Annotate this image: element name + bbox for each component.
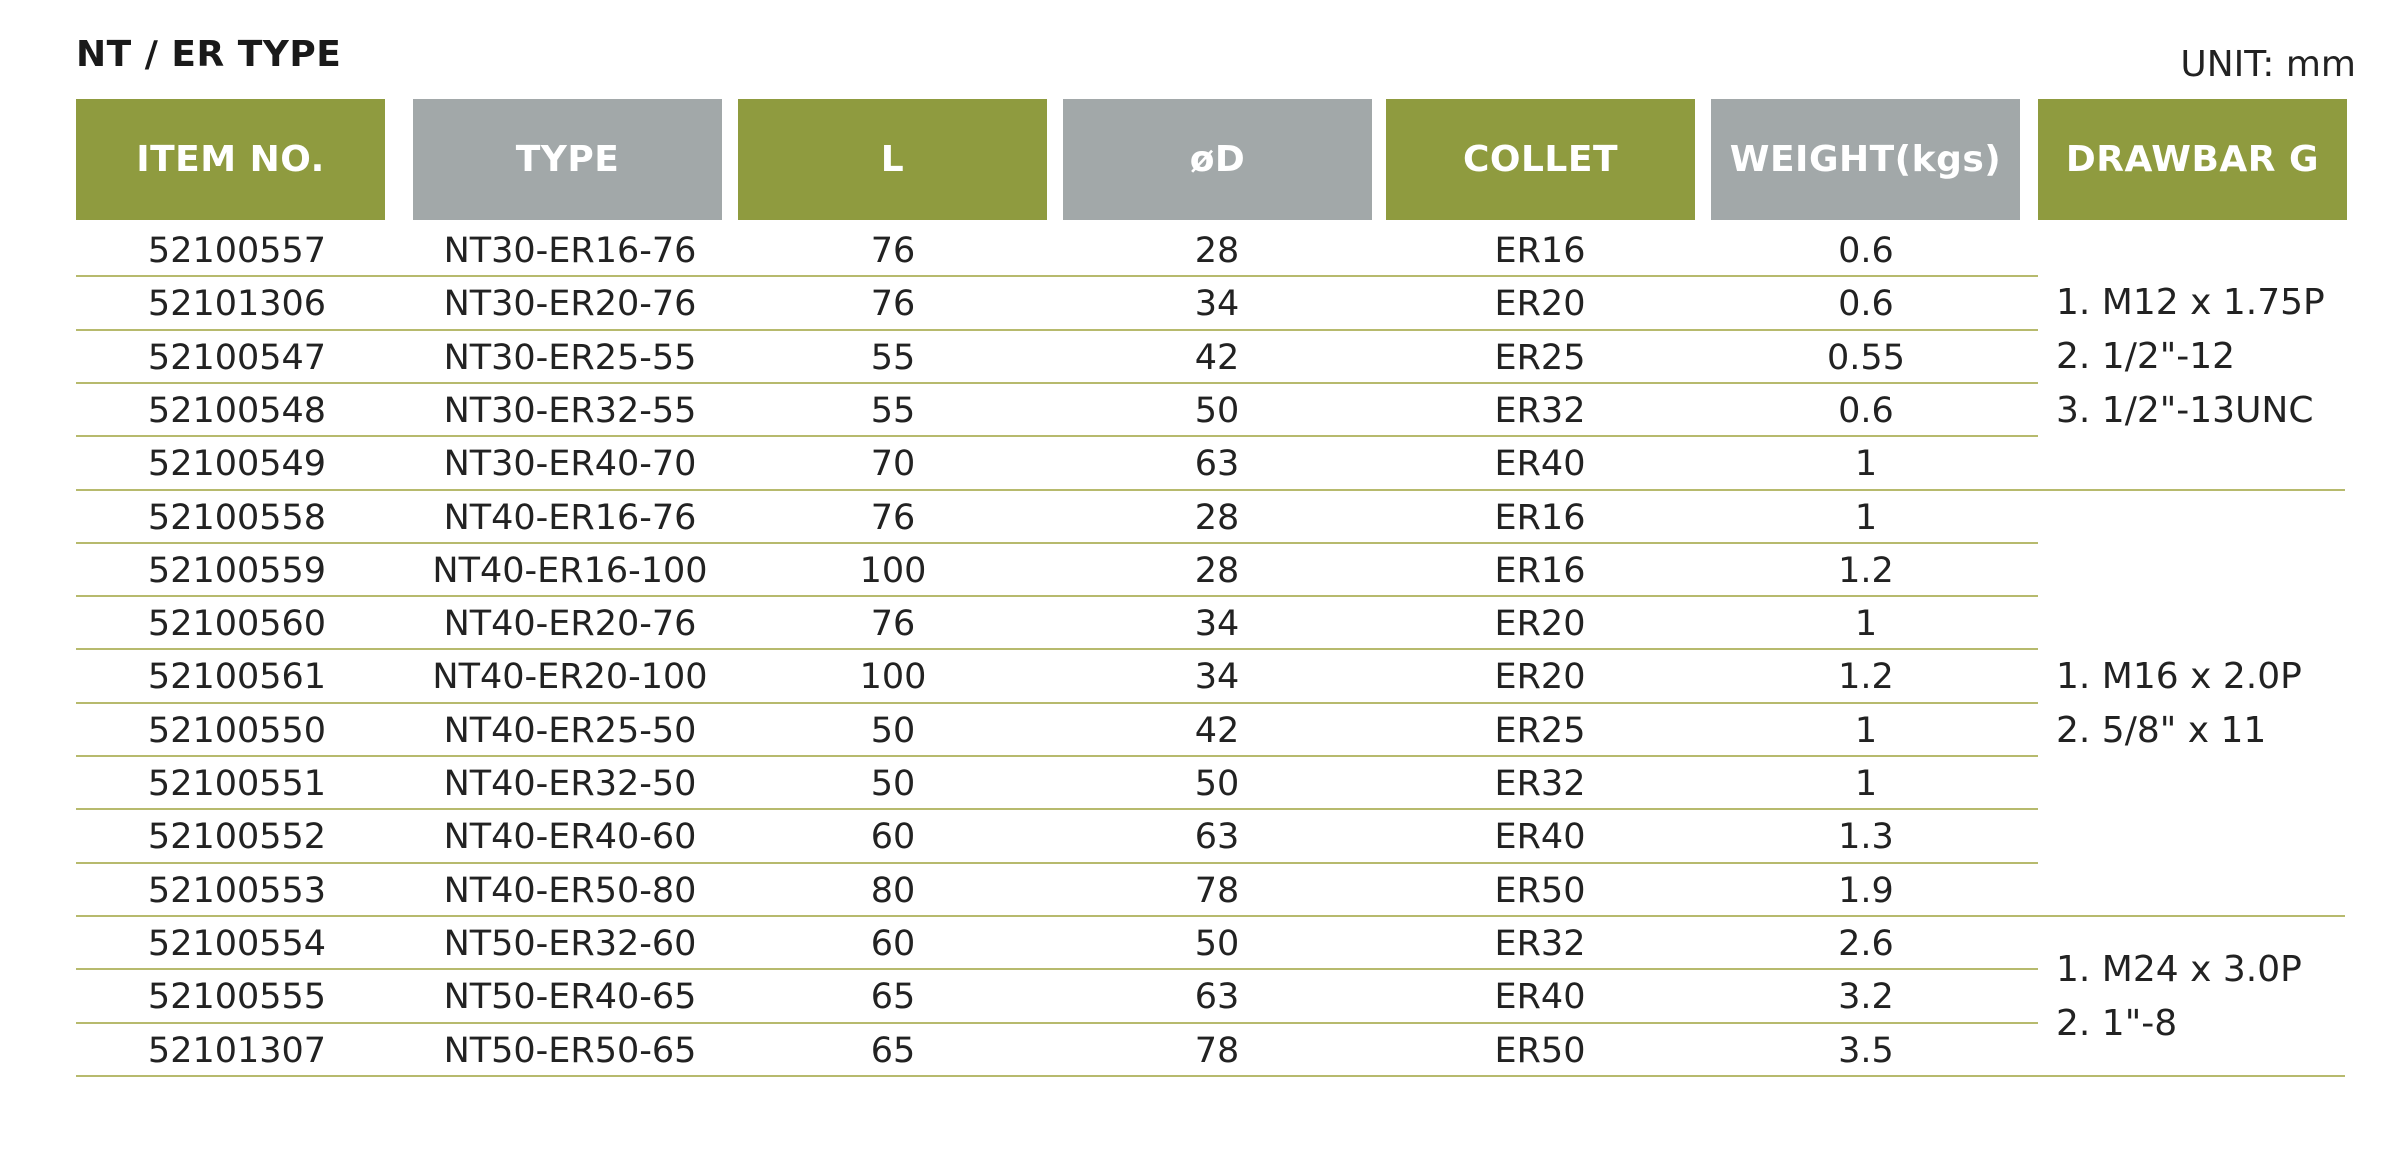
cell-collet: ER25 <box>1494 710 1586 751</box>
cell-collet: ER20 <box>1494 284 1586 325</box>
cell-collet: ER50 <box>1494 870 1586 911</box>
cell-od: 28 <box>1194 231 1240 271</box>
row-divider <box>76 275 2038 277</box>
row-divider <box>76 435 2038 437</box>
cell-weight: 1.2 <box>1838 550 1894 591</box>
cell-item-no: 52100558 <box>147 497 327 538</box>
row-divider <box>76 542 2038 544</box>
cell-item-no: 52100547 <box>147 337 327 378</box>
cell-item-no: 52100551 <box>147 764 327 804</box>
cell-od: 50 <box>1194 923 1240 964</box>
cell-l: 100 <box>859 657 927 698</box>
cell-item-no: 52100552 <box>147 817 327 858</box>
row-divider <box>76 1075 2345 1077</box>
cell-type: NT30-ER32-55 <box>443 390 697 431</box>
row-divider <box>76 862 2038 864</box>
row-divider <box>76 1022 2038 1024</box>
cell-weight: 1 <box>1854 444 1878 485</box>
cell-item-no: 52101306 <box>147 284 327 325</box>
cell-collet: ER40 <box>1494 817 1586 858</box>
cell-item-no: 52100561 <box>147 657 327 698</box>
header-weight: WEIGHT(kgs) <box>1711 99 2020 220</box>
cell-weight: 0.6 <box>1838 390 1894 431</box>
drawbar-group-1 <box>2056 276 2325 438</box>
cell-collet: ER50 <box>1494 1030 1586 1071</box>
drawbar-spec: 2. 1"-8 <box>2056 1002 2178 1044</box>
cell-l: 76 <box>870 284 916 325</box>
unit-label: UNIT: mm <box>2180 44 2356 85</box>
cell-l: 50 <box>870 710 916 751</box>
cell-type: NT30-ER20-76 <box>443 284 697 325</box>
cell-od: 63 <box>1194 444 1240 485</box>
cell-collet: ER16 <box>1494 231 1586 271</box>
cell-l: 50 <box>870 764 916 804</box>
header-item-no: ITEM NO. <box>76 99 385 220</box>
drawbar-spec: 1. M12 x 1.75P <box>2056 282 2325 324</box>
cell-type: NT40-ER20-76 <box>443 604 697 645</box>
drawbar-spec: 1. M16 x 2.0P <box>2056 655 2302 697</box>
cell-l: 60 <box>870 923 916 964</box>
cell-collet: ER20 <box>1494 604 1586 645</box>
header-od: øD <box>1063 99 1372 220</box>
cell-od: 50 <box>1194 390 1240 431</box>
cell-collet: ER40 <box>1494 444 1586 485</box>
cell-l: 60 <box>870 817 916 858</box>
cell-l: 100 <box>859 550 927 591</box>
cell-od: 34 <box>1194 657 1240 698</box>
row-divider <box>76 489 2345 491</box>
cell-weight: 1 <box>1854 604 1878 645</box>
cell-weight: 1.2 <box>1838 657 1894 698</box>
cell-type: NT50-ER32-60 <box>443 923 697 964</box>
cell-l: 76 <box>870 497 916 538</box>
cell-weight: 0.55 <box>1827 337 1905 378</box>
cell-l: 76 <box>870 604 916 645</box>
cell-weight: 1 <box>1854 497 1878 538</box>
cell-item-no: 52100554 <box>147 923 327 964</box>
cell-od: 78 <box>1194 870 1240 911</box>
drawbar-group-2 <box>2056 650 2302 758</box>
cell-od: 28 <box>1194 497 1240 538</box>
cell-item-no: 52100557 <box>147 231 327 271</box>
cell-collet: ER16 <box>1494 550 1586 591</box>
drawbar-spec: 2. 1/2"-12 <box>2056 336 2236 378</box>
cell-l: 65 <box>870 977 916 1018</box>
cell-item-no: 52100560 <box>147 604 327 645</box>
cell-weight: 1 <box>1854 710 1878 751</box>
row-divider <box>76 382 2038 384</box>
row-divider <box>76 329 2038 331</box>
cell-item-no: 52100553 <box>147 870 327 911</box>
cell-od: 50 <box>1194 764 1240 804</box>
cell-type: NT40-ER50-80 <box>443 870 697 911</box>
cell-od: 78 <box>1194 1030 1240 1071</box>
cell-type: NT30-ER16-76 <box>443 231 697 271</box>
cell-od: 42 <box>1194 710 1240 751</box>
cell-collet: ER32 <box>1494 923 1586 964</box>
cell-type: NT40-ER16-100 <box>432 550 708 591</box>
cell-item-no: 52100559 <box>147 550 327 591</box>
cell-weight: 3.5 <box>1838 1030 1894 1071</box>
cell-collet: ER32 <box>1494 764 1586 804</box>
cell-l: 80 <box>870 870 916 911</box>
cell-l: 55 <box>870 390 916 431</box>
cell-item-no: 52100550 <box>147 710 327 751</box>
cell-collet: ER16 <box>1494 497 1586 538</box>
cell-l: 70 <box>870 444 916 485</box>
row-divider <box>76 755 2038 757</box>
cell-item-no: 52100548 <box>147 390 327 431</box>
cell-type: NT50-ER40-65 <box>443 977 697 1018</box>
cell-type: NT40-ER16-76 <box>443 497 697 538</box>
cell-od: 34 <box>1194 284 1240 325</box>
cell-l: 76 <box>870 231 916 271</box>
cell-weight: 1 <box>1854 764 1878 804</box>
cell-weight: 1.9 <box>1838 870 1894 911</box>
cell-od: 63 <box>1194 977 1240 1018</box>
cell-weight: 3.2 <box>1838 977 1894 1018</box>
cell-item-no: 52100555 <box>147 977 327 1018</box>
drawbar-spec: 3. 1/2"-13UNC <box>2056 390 2314 432</box>
header-type: TYPE <box>413 99 722 220</box>
cell-collet: ER20 <box>1494 657 1586 698</box>
table-title: NT / ER TYPE <box>76 34 342 75</box>
cell-weight: 1.3 <box>1838 817 1894 858</box>
cell-type: NT40-ER40-60 <box>443 817 697 858</box>
cell-od: 34 <box>1194 604 1240 645</box>
cell-collet: ER40 <box>1494 977 1586 1018</box>
cell-od: 28 <box>1194 550 1240 591</box>
cell-od: 63 <box>1194 817 1240 858</box>
cell-collet: ER25 <box>1494 337 1586 378</box>
cell-type: NT30-ER40-70 <box>443 444 697 485</box>
cell-type: NT30-ER25-55 <box>443 337 697 378</box>
cell-type: NT40-ER25-50 <box>443 710 697 751</box>
row-divider <box>76 808 2038 810</box>
cell-type: NT50-ER50-65 <box>443 1030 697 1071</box>
cell-type: NT40-ER32-50 <box>443 764 697 804</box>
drawbar-spec: 1. M24 x 3.0P <box>2056 948 2302 990</box>
header-drawbar-g: DRAWBAR G <box>2038 99 2347 220</box>
row-divider <box>76 915 2345 917</box>
row-divider <box>76 595 2038 597</box>
header-l: L <box>738 99 1047 220</box>
drawbar-spec: 2. 5/8" x 11 <box>2056 709 2267 751</box>
drawbar-group-3 <box>2056 943 2302 1051</box>
cell-item-no: 52100549 <box>147 444 327 485</box>
row-divider <box>76 702 2038 704</box>
cell-collet: ER32 <box>1494 390 1586 431</box>
cell-od: 42 <box>1194 337 1240 378</box>
row-divider <box>76 968 2038 970</box>
cell-weight: 0.6 <box>1838 231 1894 271</box>
row-divider <box>76 648 2038 650</box>
cell-weight: 2.6 <box>1838 923 1894 964</box>
cell-type: NT40-ER20-100 <box>432 657 708 698</box>
cell-item-no: 52101307 <box>147 1030 327 1071</box>
cell-weight: 0.6 <box>1838 284 1894 325</box>
header-collet: COLLET <box>1386 99 1695 220</box>
cell-l: 65 <box>870 1030 916 1071</box>
cell-l: 55 <box>870 337 916 378</box>
